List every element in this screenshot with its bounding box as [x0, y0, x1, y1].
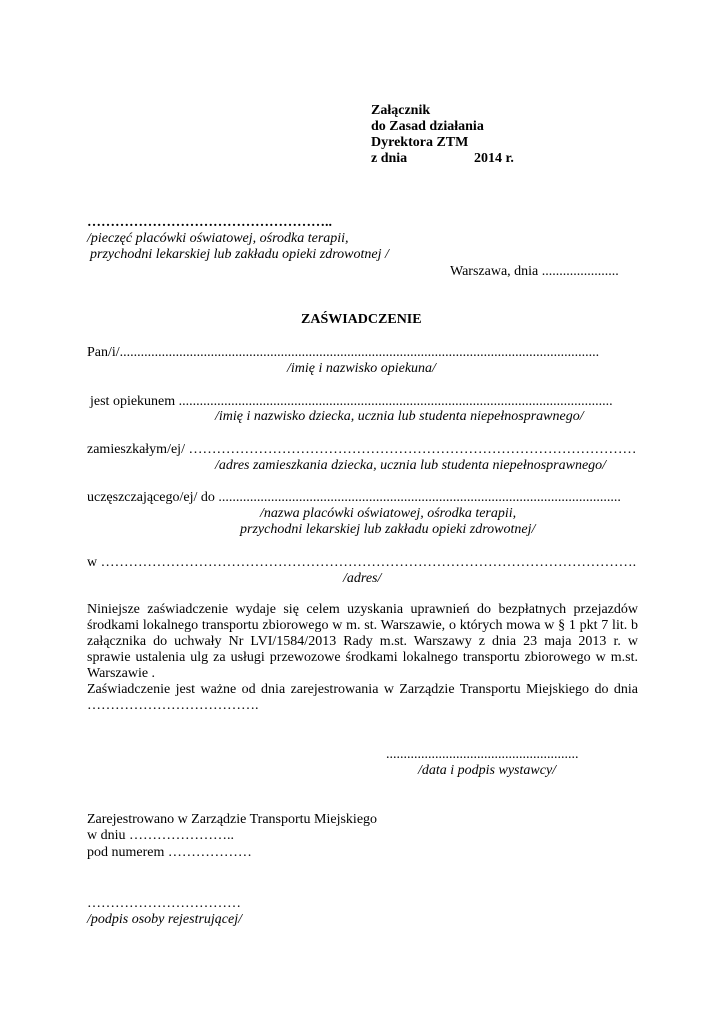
- registrar-signature-caption: /podpis osoby rejestrującej/: [87, 912, 243, 927]
- header-date-year: 2014 r.: [474, 151, 514, 166]
- stamp-caption-2: przychodni lekarskiej lub zakładu opieki zdrowotnej /: [90, 247, 389, 262]
- guardian-field[interactable]: Pan/i/.........................................................................................................................................: [87, 345, 600, 360]
- stamp-caption-1: /pieczęć placówki oświatowej, ośrodka terapii,: [87, 231, 349, 246]
- registration-number-field[interactable]: pod numerem ………………: [87, 845, 252, 860]
- address-field[interactable]: zamieszkałym/ej/ ……………………………………………………………………………………: [87, 442, 637, 457]
- registrar-signature-dots[interactable]: ……………………………: [87, 896, 241, 911]
- school-caption-1: /nazwa placówki oświatowej, ośrodka terapii,: [260, 506, 517, 521]
- location-field[interactable]: w …………………………………………………………………………………………………….: [87, 555, 637, 570]
- registration-line-1: Zarejestrowano w Zarządzie Transportu Miejskiego: [87, 812, 378, 827]
- header-line-2: do Zasad działania: [371, 119, 484, 134]
- header-date-prefix: z dnia: [371, 151, 408, 166]
- body-line-4: sprawie ustalenia ulg za usługi przewozowe środkami lokalnego transportu zbiorowego w m.st.: [87, 650, 638, 665]
- body-line-1: Niniejsze zaświadczenie wydaje się celem uzyskania uprawnień do bezpłatnych przejazdów: [87, 602, 638, 617]
- signature-dots[interactable]: .......................................................: [386, 747, 579, 762]
- header-line-3: Dyrektora ZTM: [371, 135, 469, 150]
- child-field[interactable]: jest opiekunem ............................................................................................................................: [90, 394, 613, 409]
- stamp-dots: ……………………………………………..: [87, 215, 332, 230]
- address-caption: /adres zamieszkania dziecka, ucznia lub studenta niepełnosprawnego/: [215, 458, 607, 473]
- location-caption: /adres/: [343, 571, 382, 586]
- body-paragraph: [87, 602, 638, 714]
- header-line-1: Załącznik: [371, 103, 431, 118]
- signature-caption: /data i podpis wystawcy/: [418, 763, 557, 778]
- registration-date-field[interactable]: w dniu …………………..: [87, 828, 234, 843]
- place-date: Warszawa, dnia ......................: [450, 264, 619, 279]
- body-line-7: ……………………………….: [87, 698, 259, 713]
- document-title: ZAŚWIADCZENIE: [301, 312, 422, 327]
- body-line-6: Zaświadczenie jest ważne od dnia zarejestrowania w Zarządzie Transportu Miejskiego do dnia: [87, 682, 638, 697]
- body-line-5: Warszawie .: [87, 666, 156, 681]
- school-field[interactable]: uczęszczającego/ej/ do ...................................................................................................................: [87, 490, 621, 505]
- school-caption-2: przychodni lekarskiej lub zakładu opieki zdrowotnej/: [240, 522, 536, 537]
- body-line-2: środkami lokalnego transportu zbiorowego w m. st. Warszawie, o których mowa w § 1 pkt 7 lit. b: [87, 618, 638, 633]
- child-caption: /imię i nazwisko dziecka, ucznia lub studenta niepełnosprawnego/: [215, 409, 584, 424]
- guardian-caption: /imię i nazwisko opiekuna/: [287, 361, 436, 376]
- body-line-3: załącznika do uchwały Nr LVI/1584/2013 Rady m.st. Warszawy z dnia 23 maja 2013 r. w: [87, 634, 638, 649]
